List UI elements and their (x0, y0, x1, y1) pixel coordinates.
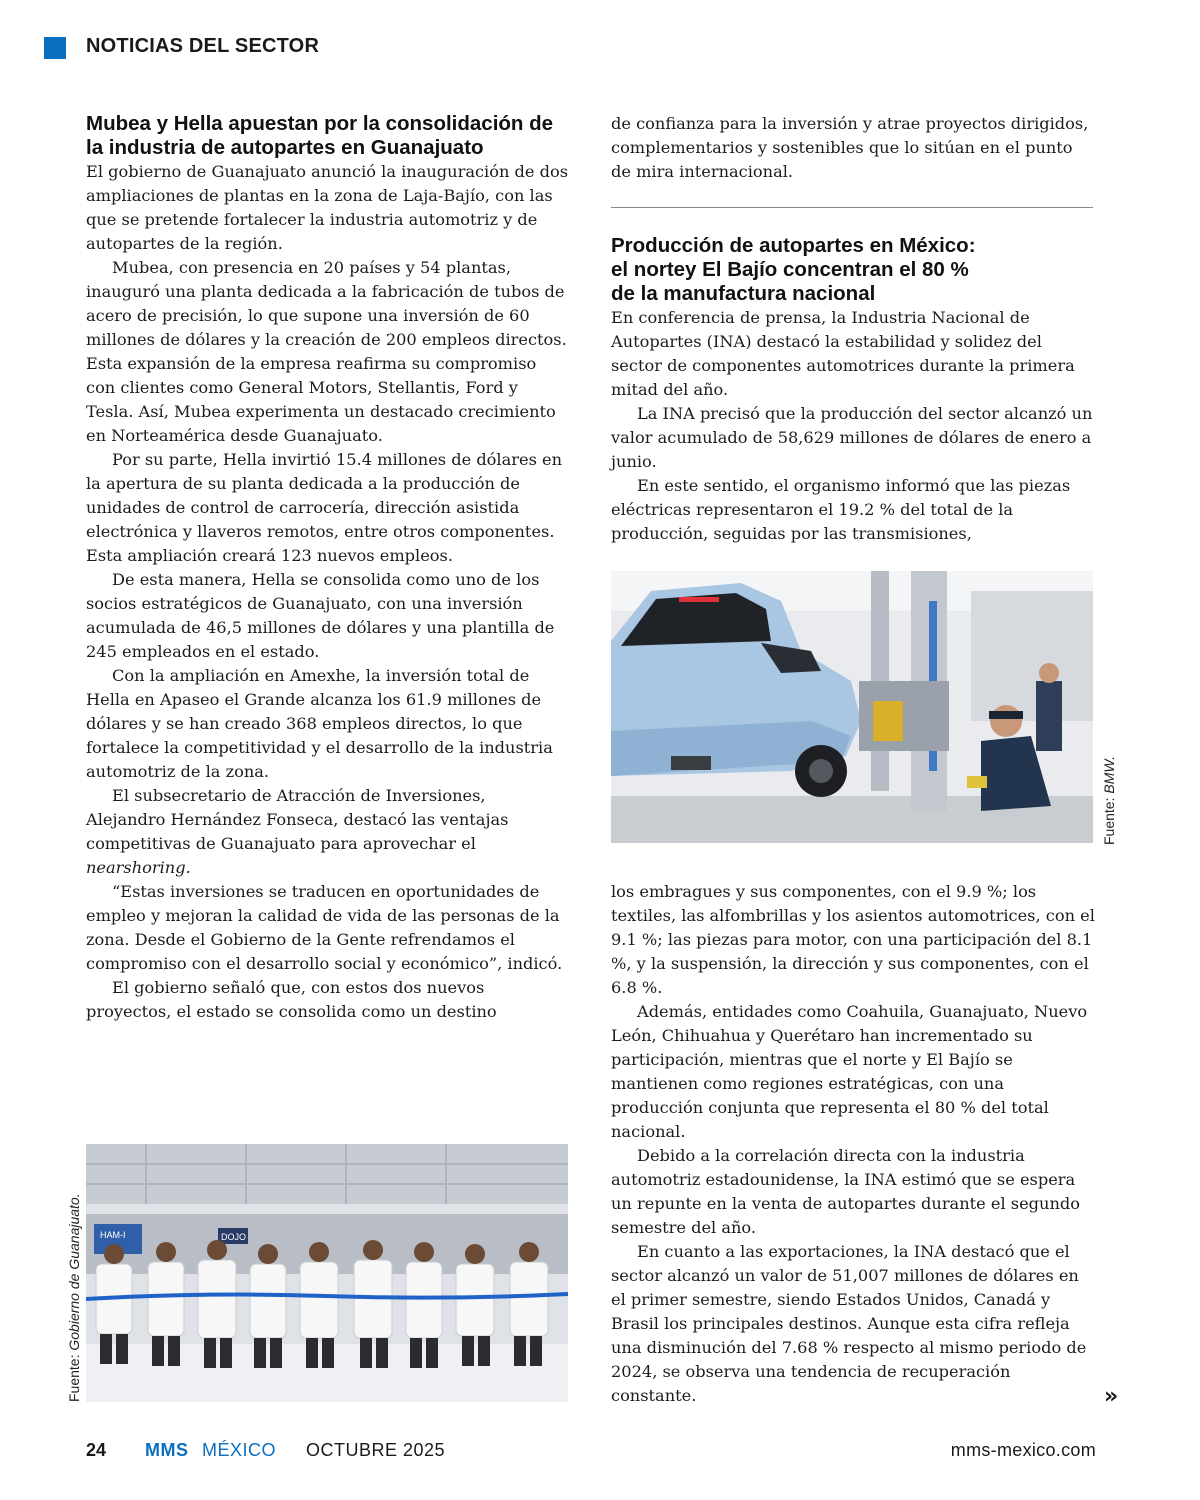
sign-ham: HAM-I (100, 1230, 126, 1240)
article1-headline: Mubea y Hella apuestan por la consolidación de la industria de autopartes en Guanajuato (86, 112, 554, 159)
article2-headline-line: de la manufactura nacional (611, 282, 876, 305)
article2-headline-line: el nortey El Bajío concentran el 80 % (611, 258, 969, 281)
issue-date: OCTUBRE 2025 (306, 1440, 446, 1460)
article2-paragraph: Además, entidades como Coahuila, Guanajuato, Nuevo León, Chihuahua y Querétaro han incrementado su participación, mientras que el norte y El Bajío se mantienen como regiones estratégicas, con una producción conjunta que representa el 80 % del total nacional. (611, 1002, 1088, 1141)
right-column (611, 112, 1095, 546)
section-marker-square (44, 37, 66, 59)
article2-paragraph: En cuanto a las exportaciones, la INA destacó que el sector alcanzó un valor de 51,007 millones de dólares en el primer semestre, siendo Estados Unidos, Canadá y Brasil los principales destinos. Aunque esta cifra refleja una disminución del 7.68 % respecto al mismo periodo de 2024, se observa una tendencia de recuperación constante. (611, 1242, 1087, 1405)
article1-body (86, 160, 570, 1024)
article2-headline-line: Producción de autopartes en México: (611, 234, 976, 257)
article2-paragraph: los embragues y sus componentes, con el 9.9 %; los textiles, las alfombrillas y los asientos automotrices, con el 9.1 %; las piezas para motor, con una participación del 8.1 %, y la suspensión, la dirección y sus componentes, con el 6.8 %. (611, 882, 1095, 997)
website-url: mms-mexico.com (950, 1440, 1096, 1460)
page-number: 24 (86, 1440, 107, 1460)
magazine-brand: MMS (145, 1440, 189, 1460)
ribbon-cutting-photo (86, 1144, 568, 1402)
bmw-photo-credit: Fuente: BMW. (1101, 756, 1117, 845)
article1-paragraph-text: El subsecretario de Atracción de Inversiones, Alejandro Hernández Fonseca, destacó las ventajas competitivas de Guanajuato para aprovechar el (86, 786, 509, 853)
magazine-brand-country: MÉXICO (202, 1440, 277, 1460)
article2-body-bottom (611, 880, 1095, 1408)
bmw-assembly-illustration (611, 571, 1093, 843)
article1-continuation-text: de confianza para la inversión y atrae proyectos dirigidos, complementarios y sostenibles que lo sitúan en el punto de mira internacional. (611, 114, 1089, 181)
article2-paragraph: Debido a la correlación directa con la industria automotriz estadounidense, la INA estimó que se espera un repunte en la venta de autopartes durante el segundo semestre del año. (611, 1146, 1080, 1237)
article1-paragraph: De esta manera, Hella se consolida como uno de los socios estratégicos de Guanajuato, con una inversión acumulada de 46,5 millones de dólares y una plantilla de 245 empleados en el estado. (86, 570, 555, 661)
article2-headline (611, 234, 1095, 306)
nearshoring-term: nearshoring. (86, 858, 191, 877)
sign-dojo: DOJO (221, 1232, 247, 1242)
article2-paragraph: En conferencia de prensa, la Industria Nacional de Autopartes (INA) destacó la estabilidad y solidez del sector de componentes automotrices durante la primera mitad del año. (611, 308, 1075, 399)
article1-paragraph: El gobierno señaló que, con estos dos nuevos proyectos, el estado se consolida como un destino (86, 978, 497, 1021)
article1-quote: “Estas inversiones se traducen en oportunidades de empleo y mejoran la calidad de vida de las personas de la zona. Desde el Gobierno de la Gente refrendamos el compromiso con el desarrollo social y económico”, indicó. (86, 882, 563, 973)
article1-paragraph: El gobierno de Guanajuato anunció la inauguración de dos ampliaciones de plantas en la zona de Laja-Bajío, con las que se pretende fortalecer la industria automotriz y de autopartes de la región. (86, 162, 569, 253)
article1-paragraph: Con la ampliación en Amexhe, la inversión total de Hella en Apaseo el Grande alcanza los 61.9 millones de dólares y se han creado 368 empleos directos, lo que fortalece la competitividad y el desarrollo de la industria automotriz de la zona. (86, 666, 553, 781)
section-title: NOTICIAS DEL SECTOR (86, 35, 320, 57)
continue-arrow-icon: » (1104, 1384, 1119, 1409)
left-column (86, 112, 570, 1024)
bmw-assembly-photo (611, 571, 1093, 843)
article1-paragraph: Por su parte, Hella invirtió 15.4 millones de dólares en la apertura de su planta dedicada a la producción de unidades de control de carrocería, dirección asistida electrónica y llaveros remotos, entre otros componentes. Esta ampliación creará 123 nuevos empleos. (86, 450, 563, 565)
ribbon-cutting-illustration (86, 1144, 568, 1402)
article2-body-top (611, 306, 1095, 546)
article2-paragraph: En este sentido, el organismo informó que las piezas eléctricas representaron el 19.2 % del total de la producción, seguidas por las transmisiones, (611, 476, 1071, 543)
article1-paragraph (86, 784, 570, 880)
article1-paragraph: Mubea, con presencia en 20 países y 54 plantas, inauguró una planta dedicada a la fabricación de tubos de acero de precisión, lo que supone una inversión de 60 millones de dólares y la creación de 200 empleos directos. Esta expansión de la empresa reafirma su compromiso con clientes como General Motors, Stellantis, Ford y Tesla. Así, Mubea experimenta un destacado crecimiento en Norteamérica desde Guanajuato. (86, 258, 567, 445)
article-divider (611, 207, 1093, 208)
article1-continuation (611, 112, 1095, 184)
guanajuato-photo-credit: Fuente: Gobierno de Guanajuato. (66, 1193, 82, 1402)
article2-paragraph: La INA precisó que la producción del sector alcanzó un valor acumulado de 58,629 millones de dólares de enero a junio. (611, 404, 1093, 471)
